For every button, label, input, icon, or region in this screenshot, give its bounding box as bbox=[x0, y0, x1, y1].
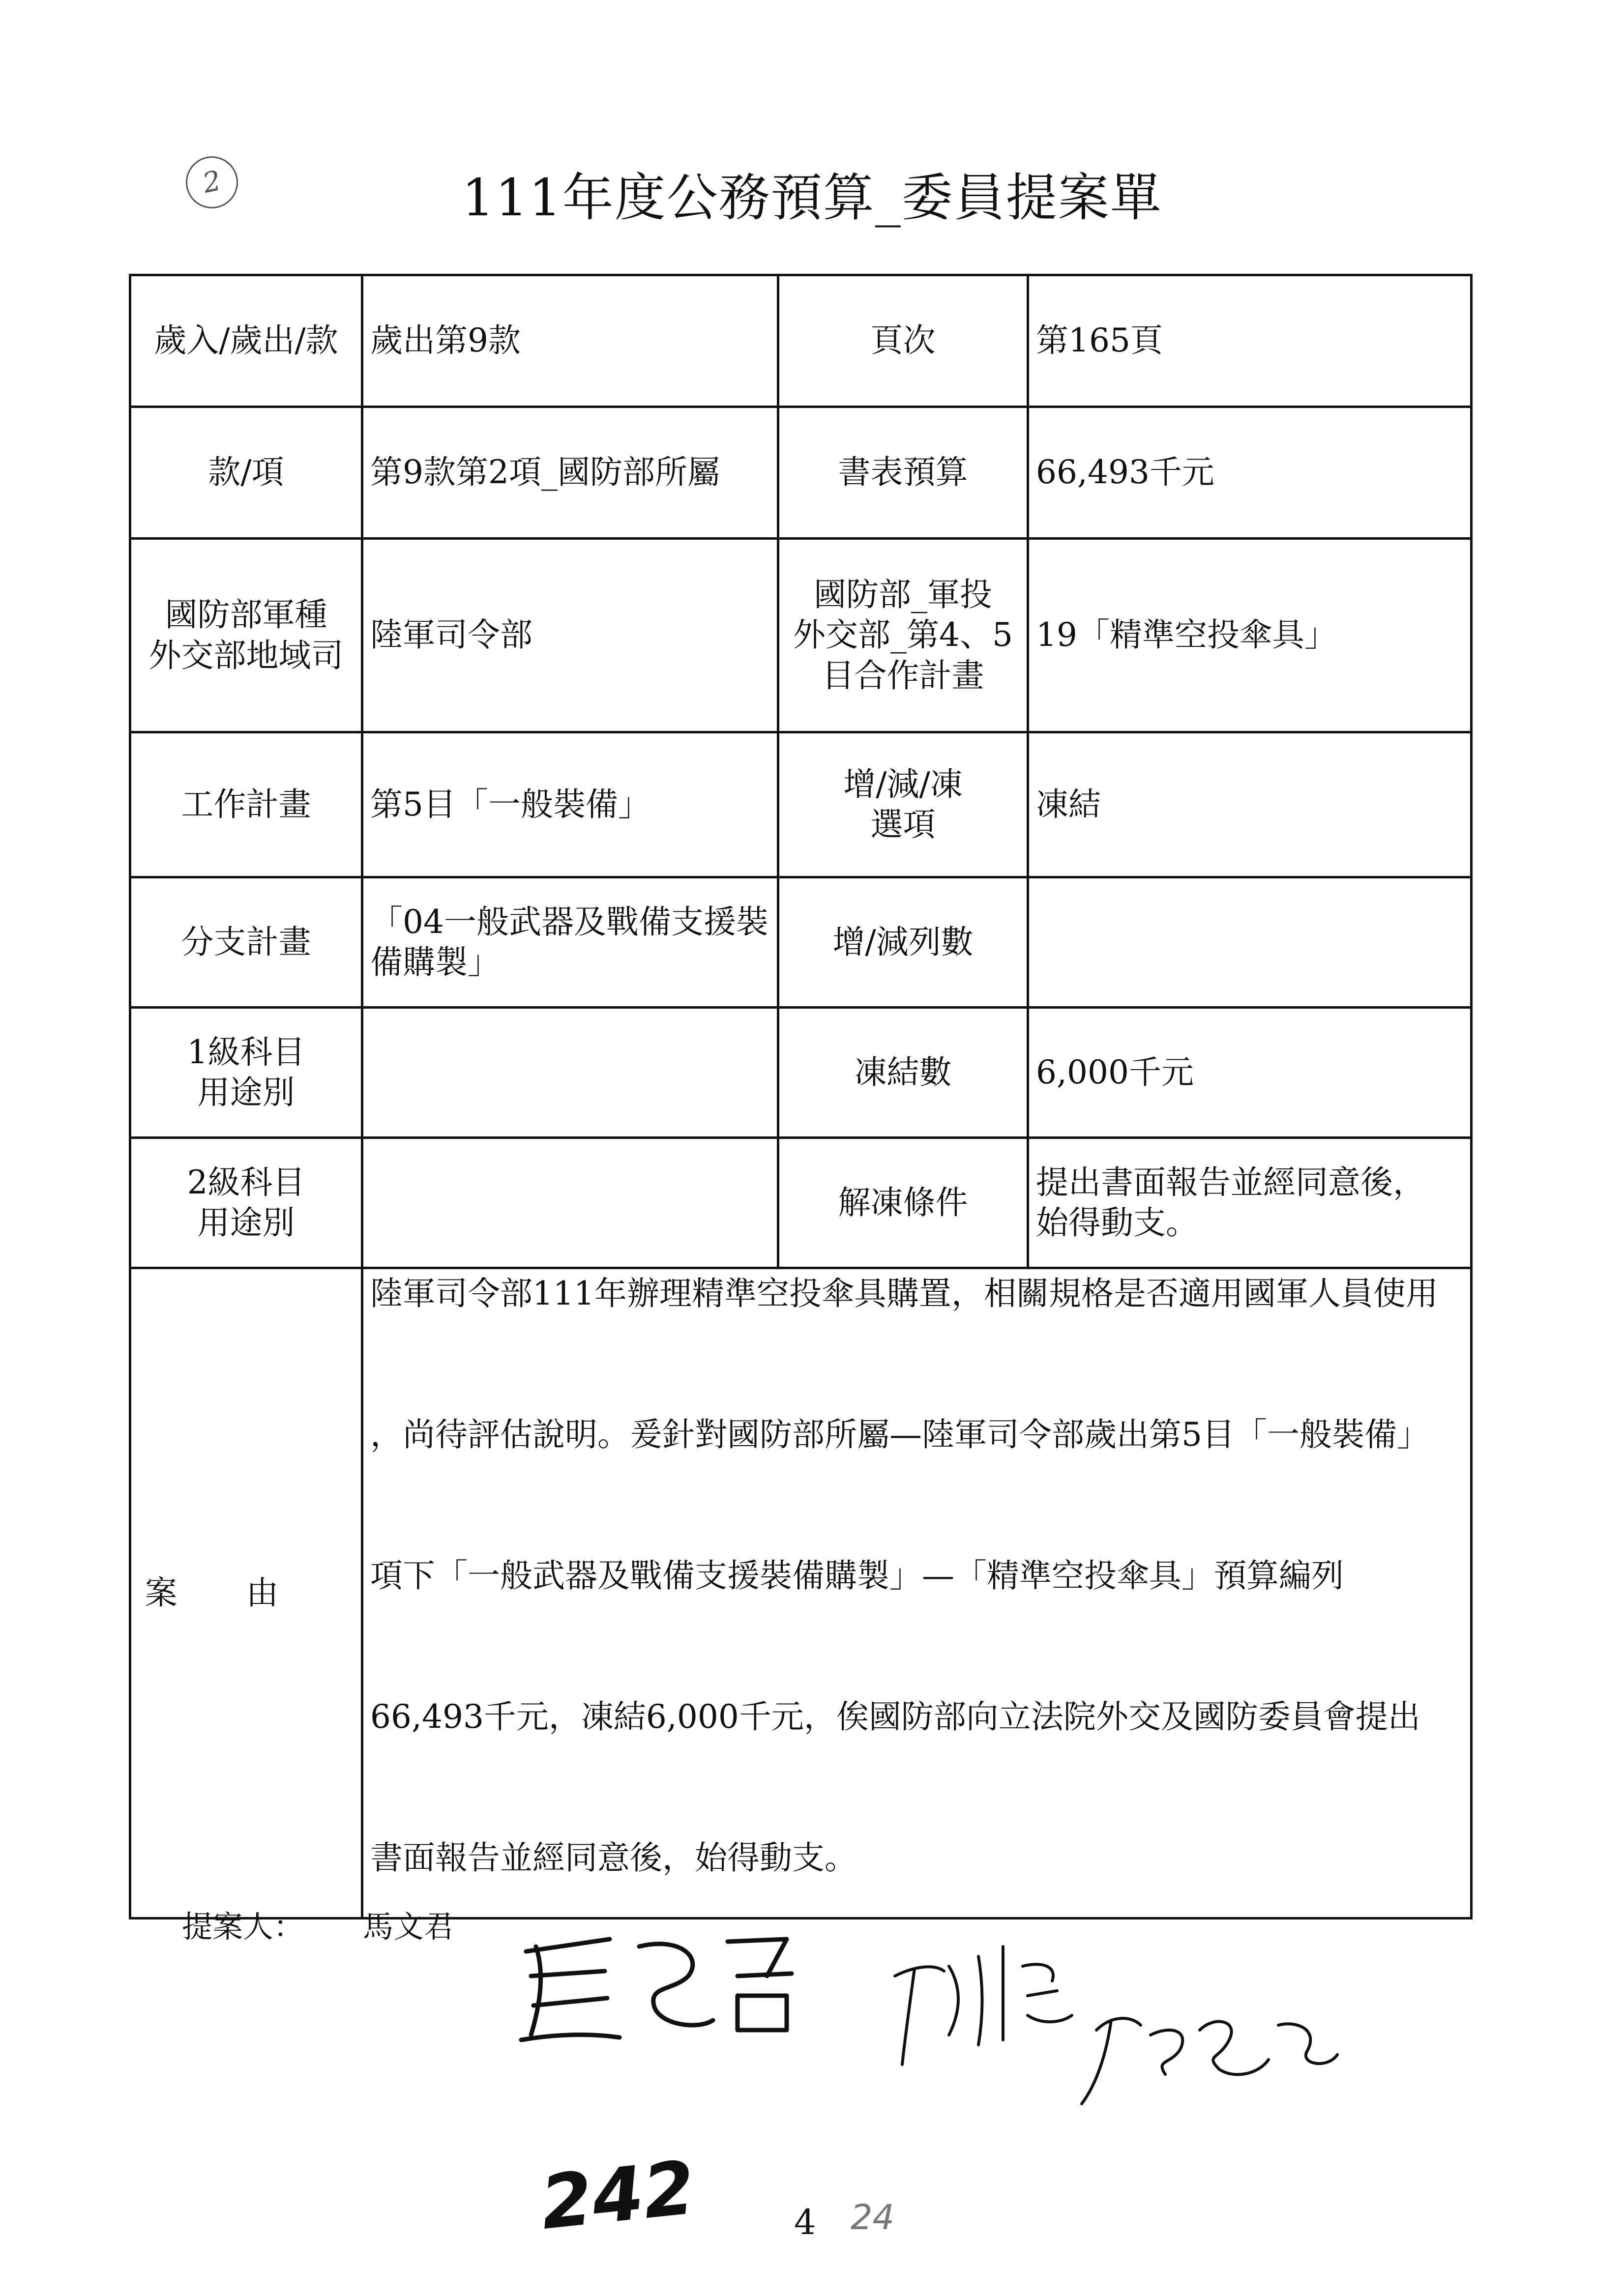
label-line: 2級科目 bbox=[187, 1163, 305, 1201]
label-level1-subject bbox=[130, 1008, 362, 1138]
value-reason bbox=[362, 1268, 1472, 1918]
signature-2 bbox=[895, 1947, 1072, 2064]
form-row-account bbox=[130, 275, 1472, 407]
form-row-reason bbox=[130, 1268, 1472, 1918]
label-military-branch bbox=[130, 539, 362, 732]
label-reason: 案由 bbox=[130, 1268, 362, 1918]
value-revenue-expense-account: 歲出第9款 bbox=[362, 275, 778, 407]
label-line: 國防部軍種 bbox=[165, 596, 327, 634]
label-line: 國防部_軍投 bbox=[814, 575, 992, 613]
label-frozen-amount: 凍結數 bbox=[778, 1008, 1028, 1138]
label-page: 頁次 bbox=[778, 275, 1028, 407]
circled-number-mark: 2 bbox=[181, 151, 243, 213]
proposer-label: 提案人： bbox=[182, 1909, 304, 1945]
label-adjust-amount: 增/減列數 bbox=[778, 877, 1028, 1008]
reason-line: ，尚待評估說明。爰針對國防部所屬—陸軍司令部歲出第5目「一般裝備」 bbox=[370, 1416, 1429, 1453]
label-work-plan: 工作計畫 bbox=[130, 732, 362, 877]
value-level1-subject bbox=[362, 1008, 778, 1138]
label-revenue-expense-account: 歲入/歲出/款 bbox=[130, 275, 362, 407]
form-row-item bbox=[130, 407, 1472, 539]
value-account-item: 第9款第2項_國防部所屬 bbox=[362, 407, 778, 539]
value-joint-plan: 19「精準空投傘具」 bbox=[1028, 539, 1472, 732]
proposer-line bbox=[182, 1902, 454, 1946]
value-adjust-amount bbox=[1028, 877, 1472, 1008]
page-number: 4 bbox=[794, 2202, 816, 2242]
label-line: 外交部地域司 bbox=[148, 636, 344, 674]
value-adjust-option: 凍結 bbox=[1028, 732, 1472, 877]
reason-line: 項下「一般武器及戰備支援裝備購製」—「精準空投傘具」預算編列 bbox=[370, 1557, 1344, 1595]
reason-line: 書面報告並經同意後，始得動支。 bbox=[370, 1839, 857, 1877]
label-account-item: 款/項 bbox=[130, 407, 362, 539]
reason-line: 66,493千元，凍結6,000千元，俟國防部向立法院外交及國防委員會提出 bbox=[370, 1698, 1420, 1736]
document-title: 111年度公務預算_委員提案單 bbox=[462, 168, 1162, 228]
form-row-level1 bbox=[130, 1008, 1472, 1138]
label-branch-plan: 分支計畫 bbox=[130, 877, 362, 1008]
label-line: 選項 bbox=[870, 806, 936, 843]
value-line: 「04一般武器及戰備支援裝 bbox=[370, 902, 768, 941]
label-statement-budget: 書表預算 bbox=[778, 407, 1028, 539]
label-line: 外交部_第4、5 bbox=[793, 616, 1013, 654]
value-level2-subject bbox=[362, 1138, 778, 1268]
value-statement-budget: 66,493千元 bbox=[1028, 407, 1472, 539]
label-adjust-option bbox=[778, 732, 1028, 877]
value-line: 提出書面報告並經同意後， bbox=[1036, 1163, 1425, 1201]
value-unfreeze-condition bbox=[1028, 1138, 1472, 1268]
proposer-name: 馬文君 bbox=[363, 1909, 455, 1945]
value-line: 始得動支。 bbox=[1036, 1204, 1198, 1242]
value-line: 備購製」 bbox=[370, 943, 500, 981]
form-row-work-plan bbox=[130, 732, 1472, 877]
form-row-branch-plan bbox=[130, 877, 1472, 1008]
label-unfreeze-condition: 解凍條件 bbox=[778, 1138, 1028, 1268]
handwritten-signatures bbox=[492, 1917, 1524, 2163]
form-row-agency bbox=[130, 539, 1472, 732]
label-level2-subject bbox=[130, 1138, 362, 1268]
signature-1 bbox=[521, 1939, 792, 2040]
handwritten-page-number: 242 bbox=[536, 2145, 699, 2246]
label-line: 目合作計畫 bbox=[822, 656, 984, 695]
signature-3 bbox=[1082, 2018, 1337, 2104]
value-work-plan: 第5目「一般裝備」 bbox=[362, 732, 778, 877]
value-frozen-amount: 6,000千元 bbox=[1028, 1008, 1472, 1138]
label-line: 1級科目 bbox=[187, 1033, 305, 1071]
proposal-form-table bbox=[129, 274, 1473, 1919]
label-line: 增/減/凍 bbox=[843, 765, 963, 803]
reason-line: 陸軍司令部111年辦理精準空投傘具購置，相關規格是否適用國軍人員使用 bbox=[370, 1275, 1438, 1312]
handwritten-annotation: 24 bbox=[851, 2197, 895, 2238]
value-military-branch: 陸軍司令部 bbox=[362, 539, 778, 732]
value-page: 第165頁 bbox=[1028, 275, 1472, 407]
label-line: 用途別 bbox=[197, 1204, 295, 1242]
label-line: 用途別 bbox=[197, 1074, 295, 1111]
value-branch-plan bbox=[362, 877, 778, 1008]
label-joint-plan bbox=[778, 539, 1028, 732]
form-row-level2 bbox=[130, 1138, 1472, 1268]
